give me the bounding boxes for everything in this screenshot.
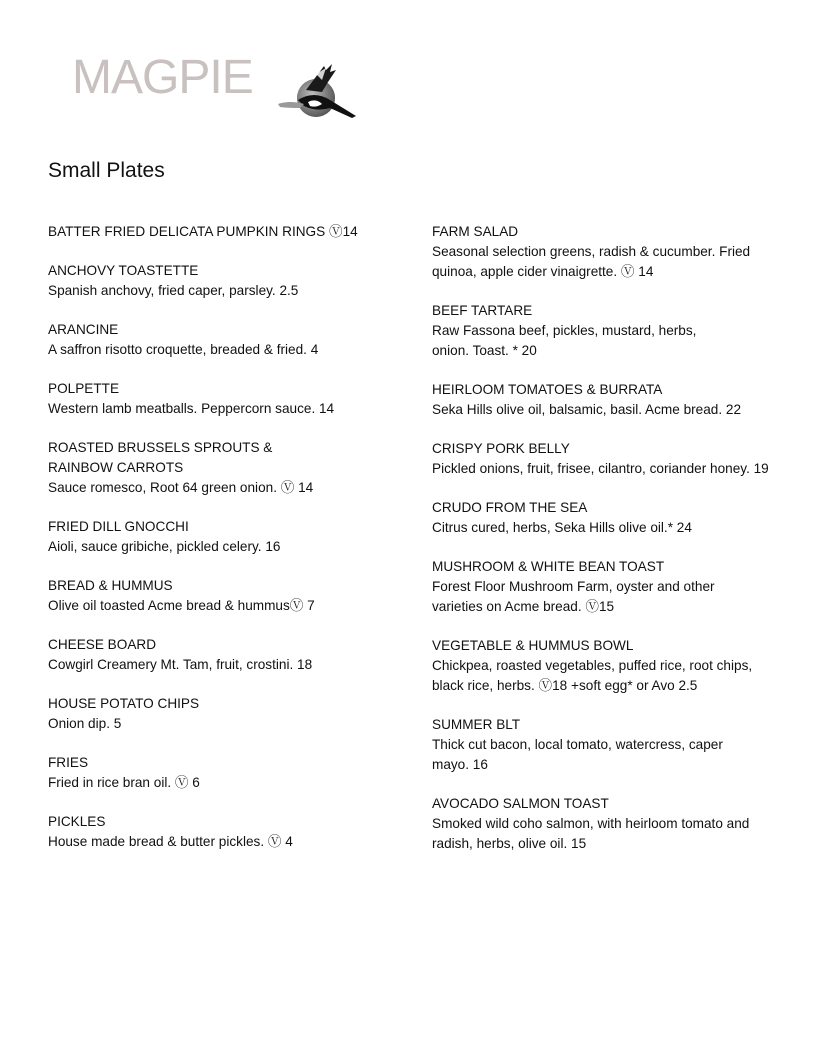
menu-item xyxy=(48,635,388,675)
logo-text: MAGPIE xyxy=(72,51,253,104)
menu-item xyxy=(48,261,388,301)
section-title: Small Plates xyxy=(48,159,165,182)
menu-column-left xyxy=(48,222,388,871)
menu-item-description: Sauce romesco, Root 64 green onion. Ⓥ 14 xyxy=(48,480,314,495)
menu-item xyxy=(432,794,777,854)
menu-item xyxy=(48,812,388,852)
menu-item xyxy=(48,517,388,557)
menu-item-name: BEEF TARTARE xyxy=(432,303,533,318)
menu-item xyxy=(48,320,388,360)
menu-item-name: FRIES xyxy=(48,755,89,770)
menu-item-description: Pickled onions, fruit, frisee, cilantro, coriander honey. 19 xyxy=(432,461,769,476)
menu-item-description: Citrus cured, herbs, Seka Hills olive oil.* 24 xyxy=(432,520,692,535)
menu-item-name: FRIED DILL GNOCCHI xyxy=(48,519,189,534)
menu-item-name: CRISPY PORK BELLY xyxy=(432,441,570,456)
menu-item-name: HOUSE POTATO CHIPS xyxy=(48,696,200,711)
menu-item-description: Seka Hills olive oil, balsamic, basil. Acme bread. 22 xyxy=(432,402,742,417)
magpie-bird-icon xyxy=(276,60,362,126)
menu-item-description: Olive oil toasted Acme bread & hummusⓋ 7 xyxy=(48,598,315,613)
menu-item-name: BREAD & HUMMUS xyxy=(48,578,173,593)
menu-item xyxy=(48,694,388,734)
menu-item xyxy=(48,222,388,242)
menu-item-name: AVOCADO SALMON TOAST xyxy=(432,796,609,811)
menu-item xyxy=(432,222,777,282)
menu-item-name: CRUDO FROM THE SEA xyxy=(432,500,588,515)
menu-item-description: Smoked wild coho salmon, with heirloom tomato and radish, herbs, olive oil. 15 xyxy=(432,816,750,851)
menu-item-description: Aioli, sauce gribiche, pickled celery. 16 xyxy=(48,539,281,554)
menu-item-name: HEIRLOOM TOMATOES & BURRATA xyxy=(432,382,663,397)
menu-item xyxy=(432,715,777,775)
menu-item-description: Raw Fassona beef, pickles, mustard, herbs, onion. Toast. * 20 xyxy=(432,323,697,358)
menu-item-name: POLPETTE xyxy=(48,381,120,396)
menu-item-description: Onion dip. 5 xyxy=(48,716,122,731)
menu-item-description: House made bread & butter pickles. Ⓥ 4 xyxy=(48,834,293,849)
menu-item xyxy=(432,636,777,696)
menu-item-name: CHEESE BOARD xyxy=(48,637,157,652)
menu-item-name: ARANCINE xyxy=(48,322,119,337)
menu-item-description: Seasonal selection greens, radish & cucumber. Fried quinoa, apple cider vinaigrette. Ⓥ 14 xyxy=(432,244,751,279)
menu-item-name: ANCHOVY TOASTETTE xyxy=(48,263,199,278)
menu-item-description: Fried in rice bran oil. Ⓥ 6 xyxy=(48,775,200,790)
menu-item xyxy=(432,301,777,361)
menu-item xyxy=(432,439,777,479)
menu-item-description: Chickpea, roasted vegetables, puffed rice, root chips, black rice, herbs. Ⓥ18 +soft egg* or Avo 2.5 xyxy=(432,658,753,693)
menu-item-name: ROASTED BRUSSELS SPROUTS & RAINBOW CARROTS xyxy=(48,440,273,475)
menu-item xyxy=(432,380,777,420)
menu-item-description: Thick cut bacon, local tomato, watercress, caper mayo. 16 xyxy=(432,737,723,772)
menu-item-description: Forest Floor Mushroom Farm, oyster and other varieties on Acme bread. Ⓥ15 xyxy=(432,579,715,614)
menu-item xyxy=(48,753,388,793)
menu-item xyxy=(48,576,388,616)
menu-column-right xyxy=(432,222,777,873)
menu-item-description: Cowgirl Creamery Mt. Tam, fruit, crostini. 18 xyxy=(48,657,313,672)
menu-item-name: FARM SALAD xyxy=(432,224,519,239)
menu-item xyxy=(48,379,388,419)
menu-item-description: Spanish anchovy, fried caper, parsley. 2.5 xyxy=(48,283,299,298)
menu-item-name: SUMMER BLT xyxy=(432,717,521,732)
menu-item-name: BATTER FRIED DELICATA PUMPKIN RINGS Ⓥ14 xyxy=(48,224,358,239)
menu-item-description: Western lamb meatballs. Peppercorn sauce. 14 xyxy=(48,401,335,416)
menu-item-name: MUSHROOM & WHITE BEAN TOAST xyxy=(432,559,665,574)
menu-item-description: A saffron risotto croquette, breaded & fried. 4 xyxy=(48,342,319,357)
menu-item xyxy=(48,438,388,498)
menu-item-name: PICKLES xyxy=(48,814,106,829)
menu-item xyxy=(432,557,777,617)
menu-item xyxy=(432,498,777,538)
logo xyxy=(72,52,372,132)
menu-item-name: VEGETABLE & HUMMUS BOWL xyxy=(432,638,634,653)
